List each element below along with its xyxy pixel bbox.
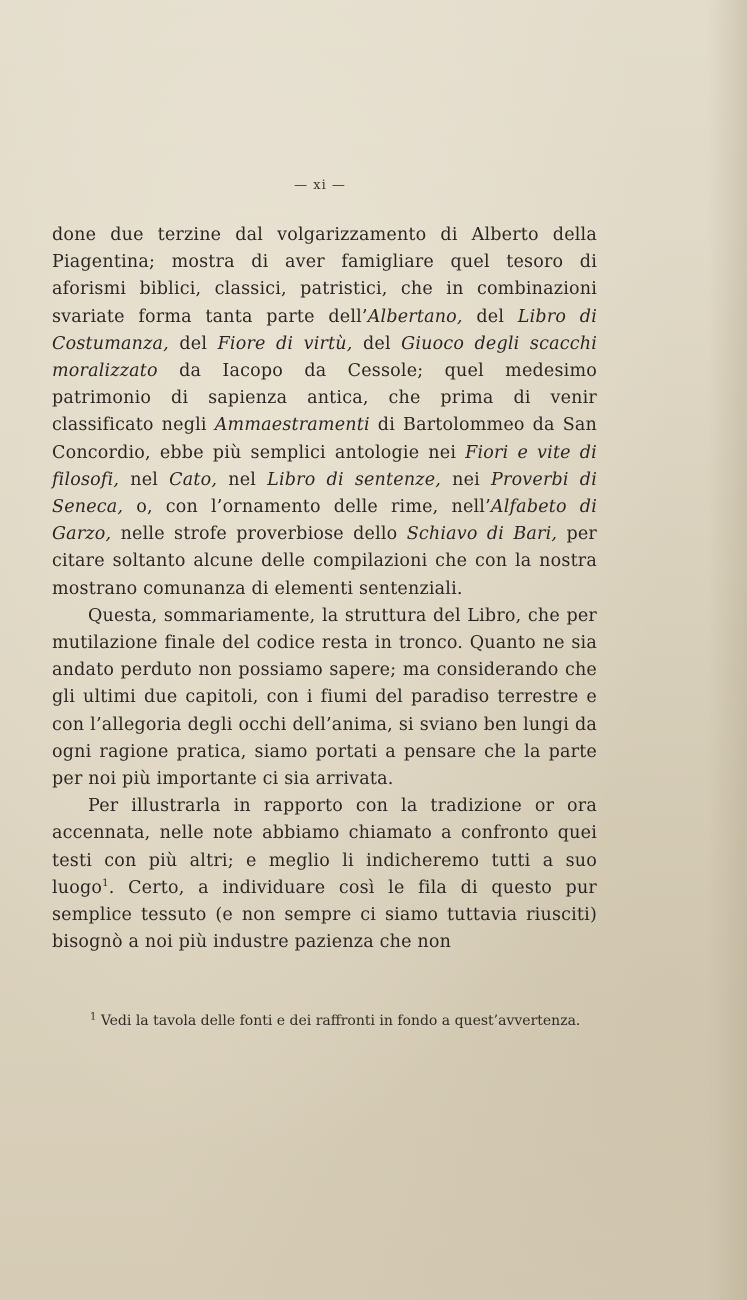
title-proverbi-di-seneca: Proverbi di Seneca,	[52, 469, 597, 518]
footnote-reference: 1	[102, 878, 109, 890]
title-ammaestramenti: Ammaestramenti	[214, 415, 370, 436]
title-fiore-di-virtu: Fiore di virtù,	[217, 333, 353, 354]
footnote-marker: 1	[90, 1011, 97, 1023]
title-cato: Cato,	[169, 469, 218, 490]
title-fiori-e-vite: Fiori e vite di filosofi,	[52, 442, 597, 490]
footnote-text: Vedi la tavola delle fonti e dei raffronti in fondo a quest’avvertenza.	[96, 1013, 581, 1029]
paragraph-2: Questa, sommariamente, la struttura del Libro, che per mutilazione finale del codice resta in tronco. Quanto ne sia andato perduto non possiamo sapere; ma considerando che gli ultimi due capitoli, con i fiumi del paradiso terrestre e con l’allegoria degli occhi dell’anima, si sviano ben lungi da ogni ragione pratica, siamo portati a pensare che la parte per noi più importante ci sia arrivata.	[52, 605, 597, 790]
paragraph-3: Per illustrarla in rapporto con la tradizione or ora accennata, nelle note abbiamo chiamato a confronto quei testi con più altri; e meglio li indicheremo tutti a suo luogo$^1$. Certo, a individuare così le fila di questo pur semplice tessuto (e non sempre ci siamo tuttavia riusciti) bisognò a noi più industre pazienza che non	[52, 796, 597, 953]
title-libro-di-sentenze: Libro di sentenze,	[267, 469, 442, 490]
page-edge-shadow	[707, 0, 747, 1300]
page-number: — xi —	[294, 178, 346, 193]
title-alfabeto-di-garzo: Alfabeto di Garzo,	[52, 497, 597, 545]
title-giuoco-degli-scacchi: Giuoco degli scacchi moralizzato	[52, 333, 597, 382]
main-text	[52, 222, 597, 956]
title-schiavo-di-bari: Schiavo di Bari,	[406, 524, 558, 545]
title-libro-di-costumanza: Libro di Costumanza,	[52, 306, 597, 354]
paragraph-1: done due terzine dal volgarizzamento di Alberto della Piagentina; mostra di aver famigliare quel tesoro di aforismi biblici, classici, patristici, che in combinazioni svariate forma tanta parte dell’Albertano, del Libro di Costumanza, del Fiore di virtù, del Giuoco degli scacchi moralizzato da Iacopo da Cessole; quel medesimo patrimonio di sapienza antica, che prima di venir classificato negli Ammaestramenti di Bartolommeo da San Concordio, ebbe più semplici antologie nei Fiori e vite di filosofi, nel Cato, nel Libro di sentenze, nei Proverbi di Seneca, o, con l’ornamento delle rime, nell’Alfabeto di Garzo, nelle strofe proverbiose dello Schiavo di Bari, per citare soltanto alcune delle compilazioni che con la nostra mostrano comunanza di elementi sentenziali.	[52, 225, 597, 599]
footnote	[56, 1010, 596, 1033]
title-albertano: Albertano,	[367, 306, 463, 327]
